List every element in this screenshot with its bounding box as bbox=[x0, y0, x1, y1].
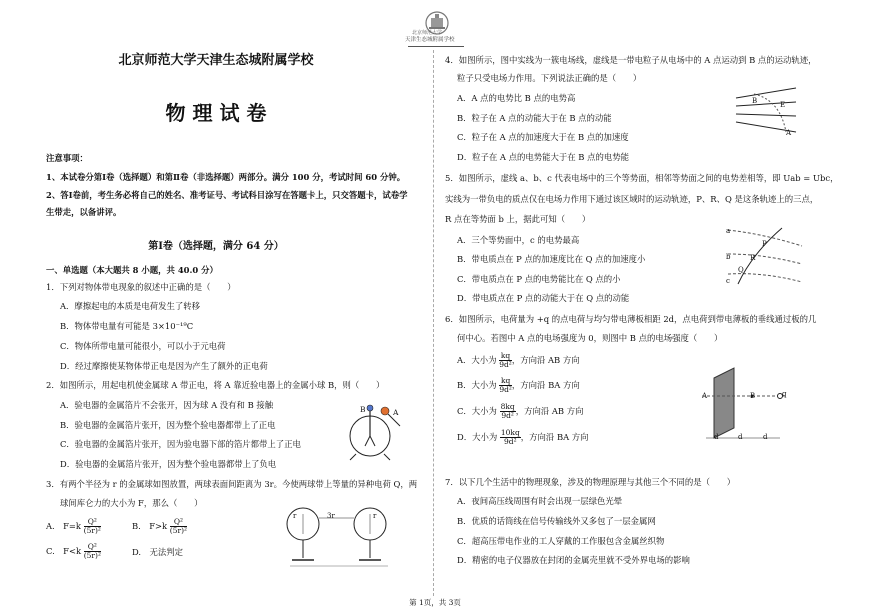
q7-stem: 7．以下几个生活中的物理现象，涉及的物理原理与其他三个不同的是（ ） bbox=[445, 477, 736, 487]
fig6-label-a: A bbox=[702, 392, 708, 400]
notice-2-cont: 生带走，以备讲评。 bbox=[46, 207, 122, 217]
q4-option-a: A．A 点的电势比 B 点的电势高 bbox=[457, 93, 576, 103]
q6-option-c: C．大小为 $\frac{8kq}{\text{9d²}}$ ，方向沿 AB 方向 bbox=[457, 402, 584, 420]
q1-option-c: C．物体所带电量可能很小，可以小于元电荷 bbox=[60, 341, 226, 351]
q5-stem-line2: 实线为一带负电的质点仅在电场力作用下通过该区域时的运动轨迹，P、R、Q 是这条轨迹上的三点， bbox=[445, 194, 819, 204]
fig4-label-a: A bbox=[786, 129, 792, 137]
q5-option-d: D．带电质点在 P 点的动能大于在 Q 点的动能 bbox=[457, 293, 630, 303]
q2-stem: 2．如图所示，用起电机使金属球 A 带正电，将 A 靠近验电器上的金属小球 B，则（ ） bbox=[46, 380, 385, 390]
q6-option-d: D．大小为 $\frac{10kq}{\text{9d²}}$ ，方向沿 BA 方向 bbox=[457, 428, 589, 446]
fig6-label-d1: d bbox=[714, 433, 719, 441]
q4-stem: 4．如图所示，图中实线为一簇电场线，虚线是一带电粒子从电场中的 A 点运动到 B 点的运动轨迹， bbox=[445, 55, 817, 65]
fig2-label-b: B bbox=[360, 405, 366, 414]
q6-stem: 6．如图所示，电荷量为 +q 的点电荷与均匀带电薄板相距 2d，点电荷到带电薄板的垂线通过板的几 bbox=[445, 314, 817, 324]
q2-option-c: C．验电器的金属箔片张开，因为验电器下部的箔片都带上了正电 bbox=[60, 439, 301, 449]
q1-option-a: A．摩擦起电的本质是电荷发生了转移 bbox=[60, 301, 201, 311]
fig5-label-r: R bbox=[750, 254, 756, 262]
fig6-label-d2: d bbox=[738, 433, 743, 441]
q6-stem-cont: 何中心。若图中 A 点的电场强度为 0，则图中 B 点的电场强度（ ） bbox=[457, 333, 723, 343]
notice-heading: 注意事项： bbox=[46, 153, 88, 163]
notice-1: 1、本试卷分第Ⅰ卷（选择题）和第Ⅱ卷（非选择题）两部分。满分 100 分，考试时间 60 分钟。 bbox=[46, 172, 406, 182]
fig6-label-b: B bbox=[750, 392, 756, 400]
q1-option-b: B．物体带电量有可能是 3×10⁻¹⁹C bbox=[60, 321, 194, 331]
fig4-label-e: E bbox=[780, 101, 786, 109]
notice-2: 2、答Ⅰ卷前，考生务必将自己的姓名、准考证号、考试科目涂写在答题卡上，只交答题卡，试卷学 bbox=[46, 190, 408, 200]
fig3-r-right: r bbox=[373, 512, 377, 520]
fig3-r-left: r bbox=[293, 512, 297, 520]
part-heading: 一、单选题（本大题共 8 小题，共 40.0 分） bbox=[46, 265, 218, 275]
q3-option-b: B. F>k $\frac{\text{Q²}}{\text{(5r)²}}$ bbox=[132, 517, 187, 535]
fig4-label-b: B bbox=[752, 97, 758, 105]
logo-line2: 天津生态城附属学校 bbox=[405, 37, 455, 43]
q1-stem: 1．下列对物体带电现象的叙述中正确的是（ ） bbox=[46, 282, 236, 292]
page-footer: 第 1页，共 3页 bbox=[409, 598, 461, 607]
q5-option-c: C．带电质点在 P 点的电势能比在 Q 点的小 bbox=[457, 274, 621, 284]
column-divider bbox=[433, 50, 434, 596]
q2-option-b: B．验电器的金属箔片张开，因为整个验电器都带上了正电 bbox=[60, 420, 276, 430]
fig5-label-a: a bbox=[726, 227, 731, 235]
school-name: 北京师范大学天津生态城附属学校 bbox=[118, 53, 314, 68]
fig5-label-q: Q bbox=[738, 266, 744, 274]
fig5-label-p: P bbox=[762, 240, 767, 248]
q2-option-a: A．验电器的金属箔片不会张开，因为球 A 没有和 B 接触 bbox=[60, 400, 274, 410]
fig5-label-c: c bbox=[726, 277, 730, 285]
electroscope-figure bbox=[340, 398, 415, 462]
section-title: 第Ⅰ卷（选择题，满分 64 分） bbox=[148, 241, 284, 252]
q5-stem: 5．如图所示，虚线 a、b、c 代表电场中的三个等势面，相邻等势面之间的电势差相等，即 Uab = Ubc， bbox=[445, 173, 839, 183]
q6-option-a: A．大小为 $\frac{kq}{\text{9d²}}$ ，方向沿 AB 方向 bbox=[457, 351, 580, 369]
equipotential-figure bbox=[724, 224, 804, 286]
q7-option-c: C．超高压带电作业的工人穿戴的工作服包含金属丝织物 bbox=[457, 536, 665, 546]
q3-option-a: A. F=k $\frac{\text{Q²}}{\text{(5r)²}}$ bbox=[46, 517, 101, 535]
fig6-label-q: q bbox=[782, 390, 787, 398]
q3-option-d: D. 无法判定 bbox=[132, 547, 183, 557]
fig5-label-b: b bbox=[726, 253, 731, 261]
q3-stem: 3．有两个半径为 r 的金属球如图放置，两球表面间距离为 3r。今使两球带上等量的异种电荷 Q，两 bbox=[46, 479, 418, 489]
fig2-label-a: A bbox=[393, 408, 399, 417]
q4-stem-cont: 粒子只受电场力作用。下列说法正确的是（ ） bbox=[457, 73, 642, 83]
q7-option-a: A．夜间高压线周围有时会出现一层绿色光晕 bbox=[457, 496, 623, 506]
logo-line1: 北京师范大学 bbox=[412, 30, 443, 36]
q7-option-d: D．精密的电子仪器放在封闭的金属壳里就不受外界电场的影响 bbox=[457, 555, 690, 565]
q5-option-a: A．三个等势面中，c 的电势最高 bbox=[457, 235, 580, 245]
q7-option-b: B．优质的话筒线在信号传输线外又多包了一层金属网 bbox=[457, 516, 656, 526]
q4-option-d: D．粒子在 A 点的电势能大于在 B 点的电势能 bbox=[457, 152, 629, 162]
header-rule bbox=[408, 46, 464, 47]
fig6-label-d3: d bbox=[763, 433, 768, 441]
q5-stem-line3: R 点在等势面 b 上，据此可知（ ） bbox=[445, 214, 591, 224]
q6-option-b: B．大小为 $\frac{kq}{\text{9d²}}$ ，方向沿 BA 方向 bbox=[457, 376, 580, 394]
q3-option-c: C. F<k $\frac{\text{Q²}}{\text{(5r)²}}$ bbox=[46, 542, 101, 560]
q3-stem-cont: 球间库仑力的大小为 F，那么（ ） bbox=[60, 498, 203, 508]
q5-option-b: B．带电质点在 P 点的加速度比在 Q 点的加速度小 bbox=[457, 254, 646, 264]
paper-title: 物 理 试 卷 bbox=[165, 101, 267, 125]
fig3-gap-label: 3r bbox=[327, 512, 335, 520]
q4-option-c: C．粒子在 A 点的加速度大于在 B 点的加速度 bbox=[457, 132, 629, 142]
q4-option-b: B．粒子在 A 点的动能大于在 B 点的动能 bbox=[457, 113, 612, 123]
q2-option-d: D．验电器的金属箔片张开，因为整个验电器都带上了负电 bbox=[60, 459, 277, 469]
q1-option-d: D．经过摩擦使某物体带正电是因为产生了额外的正电荷 bbox=[60, 361, 268, 371]
